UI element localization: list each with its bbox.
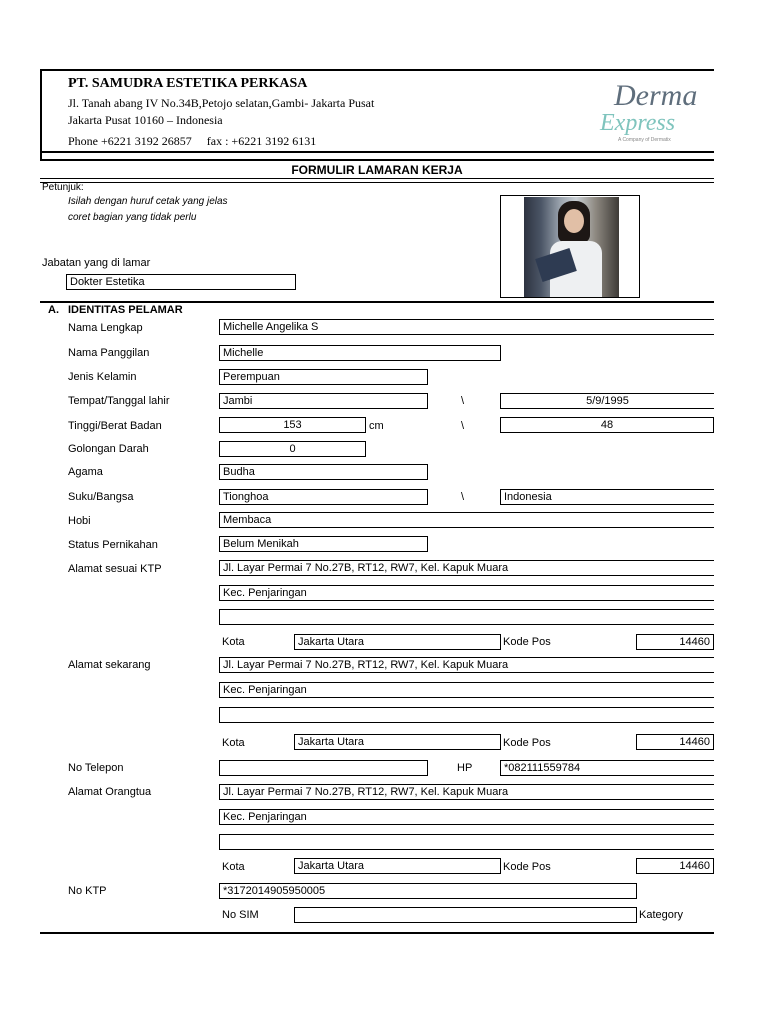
title-rule-1 bbox=[40, 178, 714, 179]
parent-kodepos-label: Kode Pos bbox=[503, 861, 551, 873]
tinggi-field[interactable]: 153 bbox=[219, 417, 366, 433]
bottom-rule bbox=[40, 932, 714, 934]
tb-label: Tinggi/Berat Badan bbox=[68, 420, 162, 432]
photo-image bbox=[524, 197, 619, 297]
header-bottom-border bbox=[40, 151, 714, 153]
tempat-lahir-field[interactable]: Jambi bbox=[219, 393, 428, 409]
hp-field[interactable]: *082111559784 bbox=[500, 760, 714, 776]
company-address-2: Jakarta Pusat 10160 – Indonesia bbox=[68, 113, 223, 127]
ttl-separator: \ bbox=[461, 395, 465, 407]
title-rule-2 bbox=[40, 182, 714, 183]
position-label: Jabatan yang di lamar bbox=[42, 257, 151, 269]
ttl-label: Tempat/Tanggal lahir bbox=[68, 395, 170, 407]
company-phone: Phone +6221 3192 26857 fax : +6221 3192 6131 bbox=[68, 134, 317, 148]
header-top-border bbox=[40, 69, 714, 71]
position-field[interactable]: Dokter Estetika bbox=[66, 274, 296, 290]
current-kota-label: Kota bbox=[222, 737, 245, 749]
nama-lengkap-field[interactable]: Michelle Angelika S bbox=[219, 319, 714, 335]
parent-kodepos-field[interactable]: 14460 bbox=[636, 858, 714, 874]
ktp-address-label: Alamat sesuai KTP bbox=[68, 563, 162, 575]
section-a-letter: A. bbox=[48, 304, 59, 316]
form-title: FORMULIR LAMARAN KERJA bbox=[291, 163, 463, 177]
ktp-kodepos-label: Kode Pos bbox=[503, 636, 551, 648]
nama-lengkap-label: Nama Lengkap bbox=[68, 322, 143, 334]
current-kodepos-field[interactable]: 14460 bbox=[636, 734, 714, 750]
current-kodepos-label: Kode Pos bbox=[503, 737, 551, 749]
tb-separator: \ bbox=[461, 420, 465, 432]
cm-unit: cm bbox=[369, 420, 384, 432]
logo-tagline: A Company of Dermatix bbox=[618, 137, 671, 143]
ktp-address-line-3[interactable] bbox=[219, 609, 714, 625]
parent-address-label: Alamat Orangtua bbox=[68, 786, 152, 798]
company-name: PT. SAMUDRA ESTETIKA PERKASA bbox=[68, 76, 308, 91]
parent-kota-label: Kota bbox=[222, 861, 245, 873]
ktp-number-field[interactable]: *3172014905950005 bbox=[219, 883, 637, 899]
sim-field[interactable] bbox=[294, 907, 637, 923]
parent-address-line-3[interactable] bbox=[219, 834, 714, 850]
parent-address-line-1[interactable]: Jl. Layar Permai 7 No.27B, RT12, RW7, Kel. Kapuk Muara bbox=[219, 784, 714, 800]
status-label: Status Pernikahan bbox=[68, 539, 158, 551]
ktp-kota-label: Kota bbox=[222, 636, 245, 648]
hobi-field[interactable]: Membaca bbox=[219, 512, 714, 528]
petunjuk-label: Petunjuk: bbox=[42, 182, 84, 193]
current-kota-field[interactable]: Jakarta Utara bbox=[294, 734, 501, 750]
ktp-address-line-1[interactable]: Jl. Layar Permai 7 No.27B, RT12, RW7, Kel. Kapuk Muara bbox=[219, 560, 714, 576]
tanggal-lahir-field[interactable]: 5/9/1995 bbox=[500, 393, 714, 409]
ktp-kodepos-field[interactable]: 14460 bbox=[636, 634, 714, 650]
company-address-1: Jl. Tanah abang IV No.34B,Petojo selatan,Gambi- Jakarta Pusat bbox=[68, 96, 375, 110]
suku-field[interactable]: Tionghoa bbox=[219, 489, 428, 505]
photo-face bbox=[564, 209, 584, 233]
status-field[interactable]: Belum Menikah bbox=[219, 536, 428, 552]
jenis-kelamin-label: Jenis Kelamin bbox=[68, 371, 137, 383]
agama-field[interactable]: Budha bbox=[219, 464, 428, 480]
current-address-line-2[interactable]: Kec. Penjaringan bbox=[219, 682, 714, 698]
section-a-title: IDENTITAS PELAMAR bbox=[68, 304, 183, 316]
agama-label: Agama bbox=[68, 466, 103, 478]
bangsa-field[interactable]: Indonesia bbox=[500, 489, 714, 505]
parent-address-line-2[interactable]: Kec. Penjaringan bbox=[219, 809, 714, 825]
golongan-field[interactable]: 0 bbox=[219, 441, 366, 457]
suku-label: Suku/Bangsa bbox=[68, 491, 134, 503]
berat-field[interactable]: 48 bbox=[500, 417, 714, 433]
instruction-2: coret bagian yang tidak perlu bbox=[68, 212, 197, 223]
instruction-1: Isilah dengan huruf cetak yang jelas bbox=[68, 196, 228, 207]
telepon-label: No Telepon bbox=[68, 762, 124, 774]
sim-label: No SIM bbox=[222, 909, 259, 921]
current-address-line-3[interactable] bbox=[219, 707, 714, 723]
kategori-label: Kategory bbox=[639, 909, 684, 921]
logo-derma-text: Derma bbox=[614, 79, 698, 112]
header-bottom-border-2 bbox=[40, 159, 714, 161]
telepon-field[interactable] bbox=[219, 760, 428, 776]
logo-express-text: Express bbox=[600, 110, 676, 136]
jenis-kelamin-field[interactable]: Perempuan bbox=[219, 369, 428, 385]
hp-label: HP bbox=[457, 762, 473, 774]
suku-separator: \ bbox=[461, 491, 465, 503]
nama-panggilan-label: Nama Panggilan bbox=[68, 347, 150, 359]
ktp-address-line-2[interactable]: Kec. Penjaringan bbox=[219, 585, 714, 601]
derma-express-logo bbox=[598, 80, 710, 150]
nama-panggilan-field[interactable]: Michelle bbox=[219, 345, 501, 361]
header-left-border bbox=[40, 69, 42, 161]
ktp-kota-field[interactable]: Jakarta Utara bbox=[294, 634, 501, 650]
current-address-label: Alamat sekarang bbox=[68, 659, 151, 671]
ktp-number-label: No KTP bbox=[68, 885, 107, 897]
current-address-line-1[interactable]: Jl. Layar Permai 7 No.27B, RT12, RW7, Kel. Kapuk Muara bbox=[219, 657, 714, 673]
golongan-label: Golongan Darah bbox=[68, 443, 149, 455]
parent-kota-field[interactable]: Jakarta Utara bbox=[294, 858, 501, 874]
applicant-photo bbox=[500, 195, 640, 298]
hobi-label: Hobi bbox=[68, 515, 91, 527]
